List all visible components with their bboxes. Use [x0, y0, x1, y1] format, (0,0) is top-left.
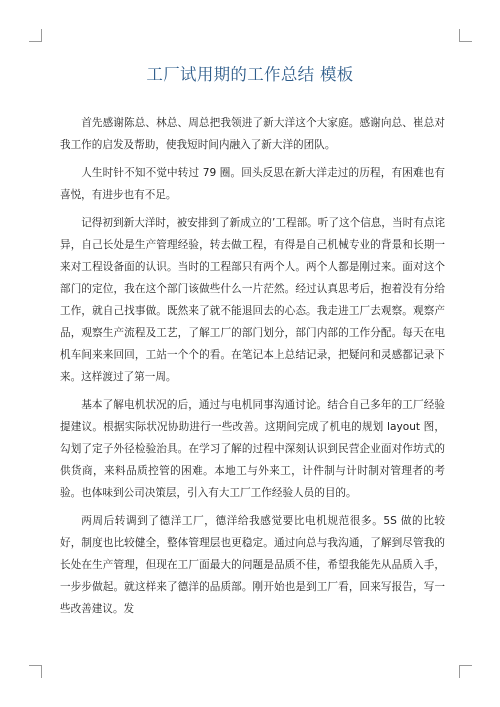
crop-mark-bottom-left — [29, 665, 42, 678]
paragraph-5: 两周后转调到了德洋工厂，德洋给我感觉要比电机规范很多。5S 做的比较好，制度也比较健全，整体管理层也更稳定。通过向总与我沟通，了解到尽管我的长处在生产管理，但现在工厂面最大的问题是品质不佳，希望我能先从品质入手，一步步做起。就这样来了德洋的品质部。刚开始也是到工厂看，回来写报告，写一些改善建议。发 — [60, 515, 445, 615]
document-title: 工厂试用期的工作总结 模板 — [146, 65, 354, 84]
crop-mark-top-left — [29, 29, 42, 42]
paragraph-3: 记得初到新大洋时，被安排到了新成立的’工程部。听了这个信息，当时有点诧异，自己长处是生产管理经验，转去做工程，有得是自己机械专业的背景和长期一来对工程设备面的认识。当时的工程部只有两个人。两个人都是刚过来。面对这个部门的定位，我在这个部门该做些什么一片茫然。经过认真思考后，抱着没有分给工作，就自己找事做。既然来了就不能退回去的心态。我走进工厂去观察。观察产品，观察生产流程及工艺，了解工厂的部门划分，部门内部的工作分配。每天在电机车间来来回回，工站一个个的看。在笔记本上总结记录，把疑问和灵感都记录下来。这样渡过了第一周。 — [60, 217, 445, 383]
crop-mark-top-right — [459, 29, 472, 42]
paragraph-1: 首先感谢陈总、林总、周总把我领进了新大洋这个大家庭。感谢向总、崔总对我工作的启发及帮助，使我短时间内融入了新大洋的团队。 — [60, 117, 445, 151]
crop-mark-bottom-right — [459, 665, 472, 678]
paragraph-4: 基本了解电机状况的后，通过与电机同事沟通讨论。结合自己多年的工厂经验提建议。根据实际状况协助进行一些改善。这期间完成了机电的规划 layout 图，勾划了定子外径检验治具。在学习了解的过程中深刻认识到民营企业面对作坊式的供货商，来料品质控管的困难。本地工与外来工，计件制与计时制对管理者的考验。也体味到公司决策层，引入有大工厂工作经验人员的目的。 — [60, 399, 445, 499]
paragraph-2: 人生时针不知不觉中转过 79 圈。回头反思在新大洋走过的历程，有困难也有喜悦，有进步也有不足。 — [60, 167, 445, 201]
document-body — [60, 112, 445, 626]
